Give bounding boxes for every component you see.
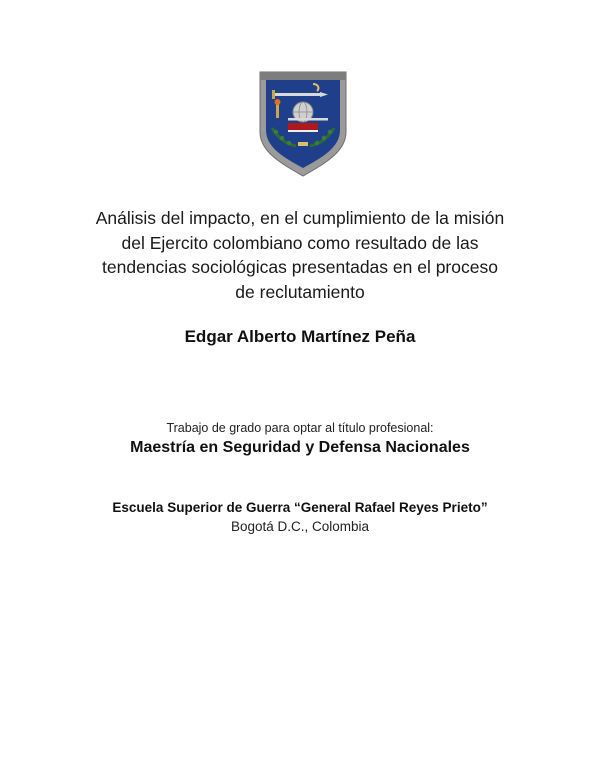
title-line-2: del Ejercito colombiano como resultado de las (121, 232, 479, 253)
location: Bogotá D.C., Colombia (230, 519, 370, 534)
title-line-3: tendencias sociológicas presentadas en el proceso (102, 257, 498, 277)
degree-label: Trabajo de grado para optar al título profesional: (166, 421, 434, 435)
military-shield-crest-icon (258, 70, 348, 178)
school-name: Escuela Superior de Guerra “General Rafael Reyes Prieto” (112, 500, 488, 515)
degree-name: Maestría en Seguridad y Defensa Nacionales (130, 439, 470, 456)
title-line-1: Análisis del impacto, en el cumplimiento de la misión (95, 208, 505, 228)
title-line-4: de reclutamiento (235, 281, 365, 302)
author-name: Edgar Alberto Martínez Peña (184, 327, 416, 346)
document-title (60, 206, 540, 304)
